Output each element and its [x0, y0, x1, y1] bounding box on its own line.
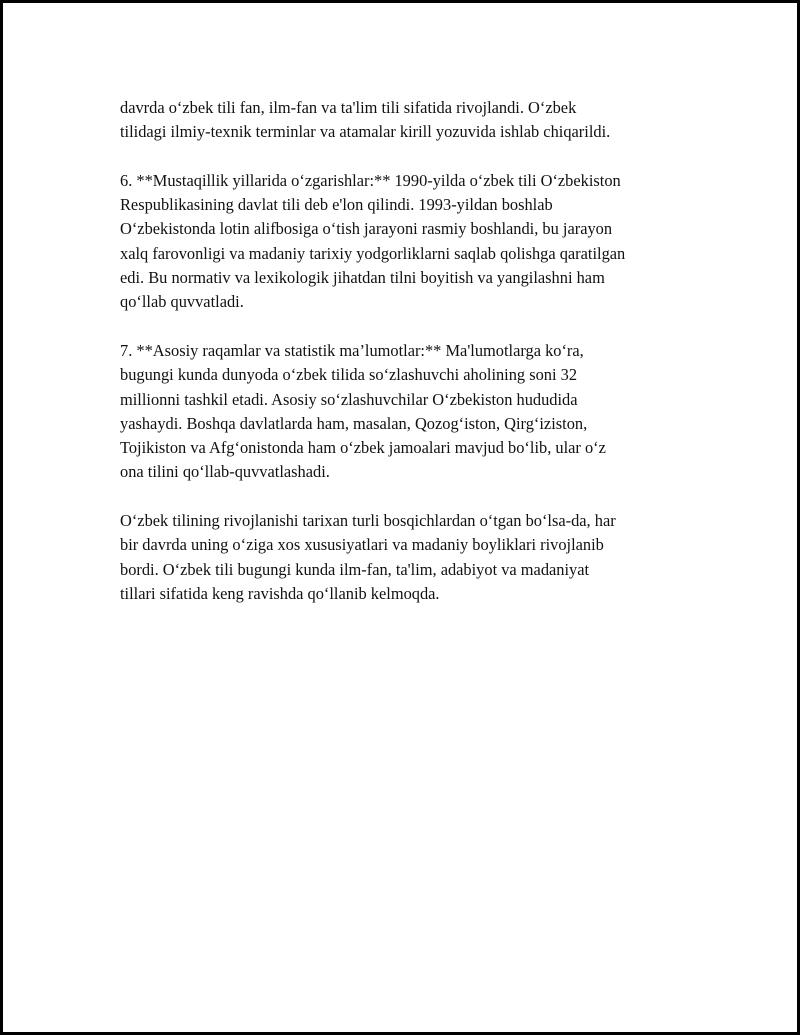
paragraph-conclusion: O‘zbek tilining rivojlanishi tarixan turli bosqichlardan o‘tgan bo‘lsa-da, har bir davrda uning o‘ziga xos xususiyatlari va madaniy boyliklari rivojlanib bordi. O‘zbek tili bugungi kunda ilm-fan, ta'lim, adabiyot va madaniyat tillari sifatida keng ravishda qo‘llanib kelmoqda. — [120, 511, 616, 603]
paragraph-statistics: 7. **Asosiy raqamlar va statistik ma’lumotlar:** Ma'lumotlarga ko‘ra, bugungi kunda dunyoda o‘zbek tilida so‘zlashuvchi aholining soni 32 millionni tashkil etadi. Asosiy so‘zlashuvchilar O‘zbekiston hududida yashaydi. Boshqa davlatlarda ham, masalan, Qozog‘iston, Qirg‘iziston, Tojikiston va Afg‘onistonda ham o‘zbek jamoalari mavjud bo‘lib, ular o‘z ona tilini qo‘llab-quvvatlashadi. — [120, 340, 606, 482]
paragraph-continuation: davrda o‘zbek tili fan, ilm-fan va ta'lim tili sifatida rivojlandi. O‘zbek tilidagi ilmiy-texnik terminlar va atamalar kirill yozuvida ishlab chiqarildi. — [120, 98, 611, 142]
document-body — [120, 96, 705, 631]
paragraph-independence-changes: 6. **Mustaqillik yillarida o‘zgarishlar:** 1990-yilda o‘zbek tili O‘zbekiston Respublikasining davlat tili deb e'lon qilindi. 1993-yildan boshlab O‘zbekistonda lotin alifbosiga o‘tish jarayoni rasmiy boshlandi, bu jarayon xalq farovonligi va madaniy tarixiy yodgorliklarni saqlab qolishga qaratilgan edi. Bu normativ va lexikologik jihatdan tilni boyitish va yangilashni ham qo‘llab quvvatladi. — [120, 170, 626, 312]
